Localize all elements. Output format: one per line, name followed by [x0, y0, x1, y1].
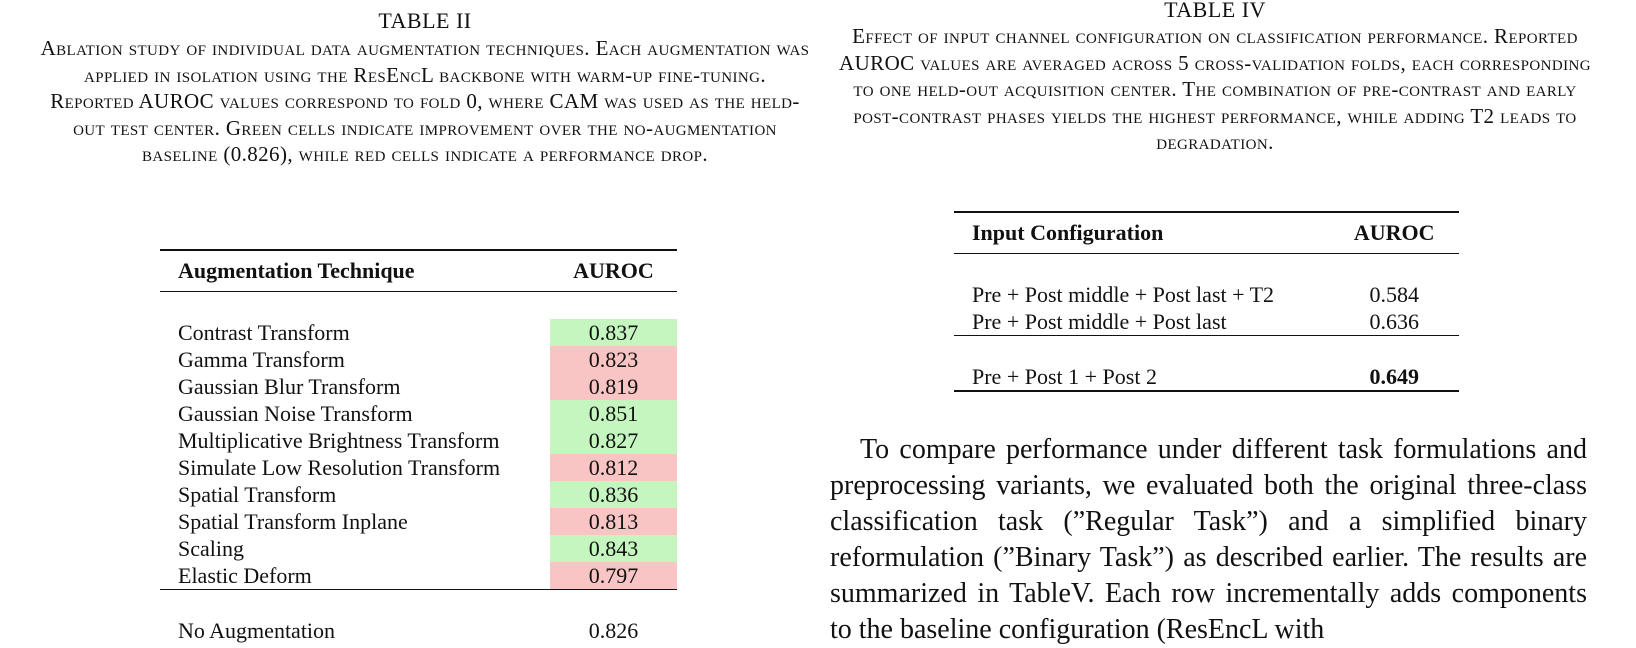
technique-name: Elastic Deform: [178, 563, 312, 588]
table-row: [160, 427, 677, 454]
table-row: [160, 373, 677, 400]
technique-name: Gaussian Noise Transform: [178, 401, 413, 426]
column-header-auroc: AUROC: [1353, 220, 1435, 245]
table-row: [160, 535, 677, 562]
table-iv-section: [830, 0, 1600, 645]
table-ii-section: [40, 0, 810, 643]
auroc-value: 0.584: [1369, 282, 1419, 307]
auroc-value: 0.823: [550, 346, 677, 373]
table-row: [160, 481, 677, 508]
configuration-name: Pre + Post middle + Post last: [972, 309, 1227, 334]
table-iv-caption: Effect of input channel configuration on classification performance. Reported AUROC values are averaged across 5 cross-validation folds, each corresponding to one held-out acquisition center. The combination of pre-contrast and early post-contrast phases yields the highest performance, while adding T2 leads to degradation.: [839, 24, 1591, 154]
baseline-value: 0.826: [588, 618, 639, 643]
auroc-value: 0.827: [550, 427, 677, 454]
table-ii-label: TABLE II: [378, 8, 472, 33]
technique-name: Contrast Transform: [178, 320, 350, 345]
auroc-value: 0.812: [550, 454, 677, 481]
auroc-value: 0.819: [550, 373, 677, 400]
auroc-value: 0.813: [550, 508, 677, 535]
table-row: [160, 319, 677, 346]
table-ii-caption: Ablation study of individual data augmentation techniques. Each augmentation was applied in isolation using the ResEncL backbone with warm-up fine-tuning. Reported AUROC values correspond to fold 0, where CAM was used as the held-out test center. Green cells indicate improvement over the no-augmentation baseline (0.826), while red cells indicate a performance drop.: [40, 36, 810, 166]
technique-name: Spatial Transform: [178, 482, 337, 507]
technique-name: Gaussian Blur Transform: [178, 374, 401, 399]
table-row: [160, 400, 677, 427]
auroc-value: 0.851: [550, 400, 677, 427]
auroc-value: 0.636: [1369, 309, 1419, 334]
column-header-configuration: Input Configuration: [972, 220, 1164, 245]
best-row: [954, 363, 1459, 391]
body-paragraph: To compare performance under different task formulations and preprocessing variants, we evaluated both the original three-class classification task (”Regular Task”) and a simplified binary reformulation (”Binary Task”) as described earlier. The results are summarized in TableV. Each row incrementally adds components to the baseline configuration (ResEncL with: [830, 434, 1587, 645]
auroc-value: 0.836: [550, 481, 677, 508]
table-row: [954, 281, 1459, 308]
baseline-name: No Augmentation: [178, 618, 336, 643]
configuration-name: Pre + Post middle + Post last + T2: [972, 282, 1275, 307]
table-row: [160, 346, 677, 373]
technique-name: Simulate Low Resolution Transform: [178, 455, 501, 480]
auroc-value: 0.837: [550, 319, 677, 346]
table-iv-label: TABLE IV: [1164, 0, 1266, 22]
table-row: [160, 454, 677, 481]
table-iv: [954, 211, 1459, 419]
auroc-value: 0.797: [550, 562, 677, 590]
column-header-technique: Augmentation Technique: [178, 258, 415, 283]
best-auroc-value: 0.649: [1369, 364, 1419, 389]
baseline-row: [160, 617, 677, 644]
table-row: [160, 562, 677, 590]
technique-name: Gamma Transform: [178, 347, 345, 372]
best-configuration-name: Pre + Post 1 + Post 2: [972, 364, 1157, 389]
table-header-row: [954, 212, 1459, 254]
technique-name: Multiplicative Brightness Transform: [178, 428, 500, 453]
technique-name: Scaling: [178, 536, 244, 561]
column-header-auroc: AUROC: [573, 258, 654, 283]
table-header-row: [160, 250, 677, 292]
table-ii: [160, 249, 677, 644]
technique-name: Spatial Transform Inplane: [178, 509, 408, 534]
auroc-value: 0.843: [550, 535, 677, 562]
table-row: [954, 308, 1459, 336]
table-row: [160, 508, 677, 535]
